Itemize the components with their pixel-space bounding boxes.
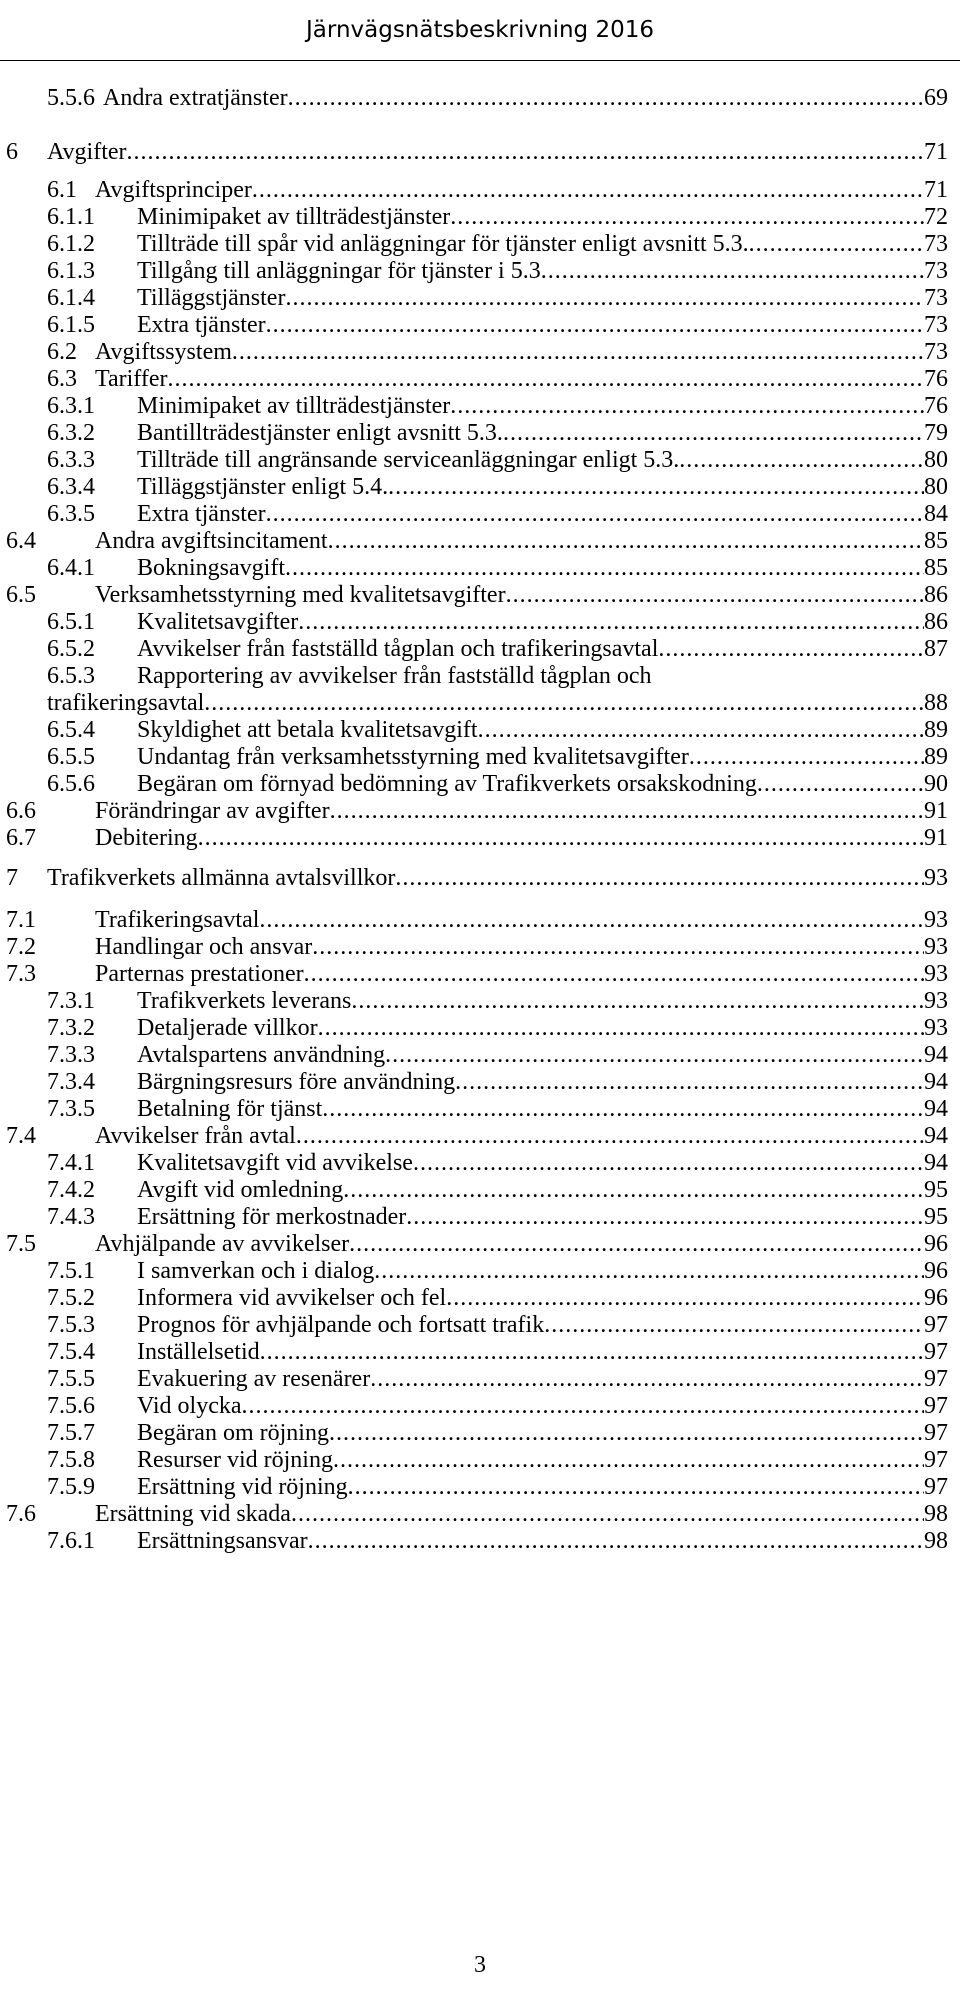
toc-dot-leader	[308, 1527, 924, 1555]
toc-entry-page: 97	[924, 1447, 948, 1473]
toc-dot-leader	[749, 230, 924, 258]
toc-entry-title: Rapportering av avvikelser från fastställd tågplan och	[137, 663, 652, 689]
toc-entry-number: 7.5.3	[47, 1312, 95, 1338]
toc-entry[interactable]	[47, 1446, 948, 1474]
toc-entry-number: 6.3.1	[47, 393, 95, 419]
toc-dot-leader	[385, 1041, 924, 1069]
toc-entry-page: 93	[924, 865, 948, 891]
toc-entry-title: Andra avgiftsincitament	[95, 528, 328, 554]
toc-entry-page: 95	[924, 1204, 948, 1230]
toc-entry-page: 84	[924, 501, 948, 527]
toc-dot-leader	[330, 797, 924, 825]
toc-dot-leader	[285, 284, 924, 312]
toc-entry-title: Informera vid avvikelser och fel	[137, 1285, 447, 1311]
toc-entry-title: Undantag från verksamhetsstyrning med kvalitetsavgifter	[137, 744, 689, 770]
toc-entry-title: Tillgång till anläggningar för tjänster i 5.3	[137, 258, 541, 284]
toc-dot-leader	[198, 824, 924, 852]
toc-entry[interactable]	[47, 662, 948, 690]
toc-entry-number: 6.5.3	[47, 663, 95, 689]
toc-entry[interactable]	[47, 338, 948, 366]
toc-dot-leader	[395, 864, 924, 892]
toc-entry[interactable]	[47, 987, 948, 1015]
toc-dot-leader	[450, 203, 924, 231]
toc-entry-page: 76	[924, 366, 948, 392]
toc-entry-number: 7.5	[6, 1231, 36, 1257]
toc-dot-leader	[266, 311, 924, 339]
toc-entry-title: Verksamhetsstyrning med kvalitetsavgifter	[95, 582, 506, 608]
toc-entry-page: 91	[924, 825, 948, 851]
toc-entry[interactable]	[47, 1176, 948, 1204]
toc-entry-page: 85	[924, 555, 948, 581]
toc-entry-page: 73	[924, 312, 948, 338]
toc-entry-title: Extra tjänster	[137, 312, 266, 338]
toc-entry-number: 7.3.1	[47, 988, 95, 1014]
toc-entry-page: 97	[924, 1474, 948, 1500]
toc-entry-title: Tilläggstjänster enligt 5.4.	[137, 474, 389, 500]
toc-entry[interactable]	[47, 554, 948, 582]
toc-dot-leader	[757, 770, 924, 798]
toc-entry[interactable]	[6, 960, 948, 988]
toc-entry-title: Avgift vid omledning	[137, 1177, 344, 1203]
toc-entry[interactable]	[47, 1473, 948, 1501]
toc-dot-leader	[413, 1149, 924, 1177]
toc-entry-number: 6.5.4	[47, 717, 95, 743]
toc-entry-number: 7.5.9	[47, 1474, 95, 1500]
toc-entry[interactable]	[6, 527, 948, 555]
toc-entry-title: Begäran om förnyad bedömning av Trafikverkets orsakskodning	[137, 771, 757, 797]
toc-entry-number: 6.5	[6, 582, 36, 608]
toc-dot-leader	[343, 1176, 924, 1204]
toc-dot-leader	[322, 1095, 924, 1123]
toc-dot-leader	[374, 1257, 924, 1285]
toc-entry-number: 7	[6, 865, 18, 891]
toc-dot-leader	[288, 84, 924, 112]
toc-dot-leader	[689, 743, 924, 771]
toc-entry-page: 97	[924, 1420, 948, 1446]
toc-dot-leader	[266, 500, 924, 528]
toc-entry-number: 7.6	[6, 1501, 36, 1527]
toc-entry-page: 97	[924, 1393, 948, 1419]
toc-dot-leader	[348, 1473, 924, 1501]
toc-entry-number: 7.3.2	[47, 1015, 95, 1041]
toc-dot-leader	[318, 1014, 924, 1042]
toc-entry[interactable]	[6, 824, 948, 852]
toc-entry-title-continuation: trafikeringsavtal	[47, 690, 205, 716]
toc-entry-page: 86	[924, 609, 948, 635]
toc-entry-title: Vid olycka	[137, 1393, 242, 1419]
toc-entry-title: Evakuering av resenärer	[137, 1366, 371, 1392]
toc-entry[interactable]	[47, 1284, 948, 1312]
toc-entry-title: Förändringar av avgifter	[95, 798, 330, 824]
toc-entry-title: Inställelsetid	[137, 1339, 260, 1365]
toc-entry[interactable]	[6, 906, 948, 934]
toc-entry-number: 6.1.5	[47, 312, 95, 338]
toc-entry-number: 6.7	[6, 825, 36, 851]
toc-entry[interactable]	[47, 500, 948, 528]
toc-dot-leader	[296, 1122, 924, 1150]
toc-entry-title: Resurser vid röjning	[137, 1447, 333, 1473]
document-title: Järnvägsnätsbeskrivning 2016	[306, 17, 654, 43]
toc-dot-leader	[351, 987, 924, 1015]
toc-entry[interactable]	[47, 284, 948, 312]
toc-entry-number: 7.3.4	[47, 1069, 95, 1095]
toc-entry[interactable]	[47, 1365, 948, 1393]
toc-entry-number: 6.1.1	[47, 204, 95, 230]
toc-entry-page: 76	[924, 393, 948, 419]
toc-entry-number: 6.3.4	[47, 474, 95, 500]
toc-entry[interactable]	[47, 1203, 948, 1231]
toc-dot-leader	[232, 338, 924, 366]
toc-entry[interactable]	[47, 1311, 948, 1339]
toc-entry[interactable]	[47, 608, 948, 636]
toc-entry-number: 7.4.2	[47, 1177, 95, 1203]
toc-entry-number: 7.5.7	[47, 1420, 95, 1446]
toc-entry-number: 7.1	[6, 907, 36, 933]
toc-entry-title: I samverkan och i dialog	[137, 1258, 375, 1284]
toc-entry-title: Ersättningsansvar	[137, 1528, 308, 1554]
toc-dot-leader	[291, 1500, 924, 1528]
toc-entry[interactable]	[47, 257, 948, 285]
toc-entry-title: Extra tjänster	[137, 501, 266, 527]
toc-entry[interactable]	[47, 1014, 948, 1042]
toc-entry-page: 98	[924, 1501, 948, 1527]
toc-entry-title: Avtalspartens användning	[137, 1042, 386, 1068]
toc-dot-leader	[333, 1446, 924, 1474]
toc-entry-number: 6.6	[6, 798, 36, 824]
toc-entry-number: 6.3.2	[47, 420, 95, 446]
toc-entry-page: 94	[924, 1150, 948, 1176]
toc-entry-page: 98	[924, 1528, 948, 1554]
toc-entry-page: 71	[924, 139, 948, 165]
toc-entry[interactable]	[47, 1338, 948, 1366]
toc-entry[interactable]	[47, 1392, 948, 1420]
toc-entry-number: 6.2	[47, 339, 77, 365]
toc-entry-number: 6.4	[6, 528, 36, 554]
toc-entry[interactable]	[47, 84, 948, 112]
toc-entry-title: Trafikverkets allmänna avtalsvillkor	[47, 865, 396, 891]
toc-entry-page: 91	[924, 798, 948, 824]
toc-entry-page: 93	[924, 934, 948, 960]
toc-entry[interactable]	[47, 176, 948, 204]
page-number: 3	[474, 1952, 486, 1978]
toc-entry[interactable]	[47, 365, 948, 393]
toc-dot-leader	[679, 446, 924, 474]
toc-entry-page: 86	[924, 582, 948, 608]
toc-entry-page: 87	[924, 636, 948, 662]
toc-entry-title: Handlingar och ansvar	[95, 934, 313, 960]
toc-dot-leader	[455, 1068, 924, 1096]
toc-entry-number: 7.5.4	[47, 1339, 95, 1365]
toc-entry-page: 80	[924, 474, 948, 500]
toc-entry-title: Tillträde till angränsande serviceanläggningar enligt 5.3.	[137, 447, 680, 473]
toc-entry-number: 7.5.5	[47, 1366, 95, 1392]
toc-entry-number: 7.3	[6, 961, 36, 987]
toc-entry[interactable]	[47, 770, 948, 798]
toc-entry-title: Begäran om röjning	[137, 1420, 329, 1446]
toc-dot-leader	[450, 392, 924, 420]
toc-entry-title: Trafikverkets leverans	[137, 988, 352, 1014]
toc-entry-number: 6.5.6	[47, 771, 95, 797]
toc-entry-page: 93	[924, 907, 948, 933]
toc-dot-leader	[478, 716, 924, 744]
toc-entry-page: 96	[924, 1231, 948, 1257]
toc-entry[interactable]	[47, 716, 948, 744]
toc-entry[interactable]	[47, 473, 948, 501]
toc-entry-number: 7.5.6	[47, 1393, 95, 1419]
toc-entry[interactable]	[47, 1068, 948, 1096]
toc-entry-title: Betalning för tjänst	[137, 1096, 323, 1122]
toc-entry-continuation[interactable]	[47, 689, 948, 717]
toc-entry-title: Avgiftssystem	[95, 339, 232, 365]
toc-entry-title: Bärgningsresurs före användning	[137, 1069, 456, 1095]
toc-entry-number: 7.5.8	[47, 1447, 95, 1473]
toc-entry-number: 6.1.2	[47, 231, 95, 257]
toc-entry[interactable]	[6, 138, 948, 166]
toc-entry-page: 97	[924, 1366, 948, 1392]
toc-entry-number: 7.5.2	[47, 1285, 95, 1311]
toc-entry-title: Debitering	[95, 825, 198, 851]
toc-entry-page: 73	[924, 285, 948, 311]
toc-entry-page: 94	[924, 1069, 948, 1095]
toc-dot-leader	[370, 1365, 924, 1393]
toc-entry-number: 6.1	[47, 177, 77, 203]
toc-entry-number: 6.5.1	[47, 609, 95, 635]
toc-dot-leader	[406, 1203, 924, 1231]
toc-entry-number: 7.3.3	[47, 1042, 95, 1068]
toc-entry-number: 7.4.1	[47, 1150, 95, 1176]
toc-entry-number: 6.3	[47, 366, 77, 392]
toc-entry[interactable]	[47, 1149, 948, 1177]
toc-entry[interactable]	[47, 1527, 948, 1555]
toc-entry[interactable]	[6, 581, 948, 609]
toc-entry-number: 6.3.5	[47, 501, 95, 527]
toc-entry[interactable]	[6, 864, 948, 892]
toc-entry-title: Tillträde till spår vid anläggningar för tjänster enligt avsnitt 5.3.	[137, 231, 749, 257]
toc-entry-title: Skyldighet att betala kvalitetsavgift	[137, 717, 478, 743]
toc-entry-title: Prognos för avhjälpande och fortsatt trafik	[137, 1312, 545, 1338]
toc-dot-leader	[388, 473, 924, 501]
toc-entry-number: 7.4.3	[47, 1204, 95, 1230]
toc-dot-leader	[349, 1230, 924, 1258]
toc-entry-title: Bokningsavgift	[137, 555, 285, 581]
toc-entry-number: 7.4	[6, 1123, 36, 1149]
toc-entry-page: 72	[924, 204, 948, 230]
toc-dot-leader	[506, 581, 924, 609]
toc-entry-title: Trafikeringsavtal	[95, 907, 260, 933]
toc-entry-title: Avvikelser från avtal	[95, 1123, 296, 1149]
toc-entry-page: 90	[924, 771, 948, 797]
toc-dot-leader	[503, 419, 924, 447]
toc-entry-title: Bantillträdestjänster enligt avsnitt 5.3.	[137, 420, 503, 446]
toc-entry[interactable]	[6, 1122, 948, 1150]
toc-entry-page: 89	[924, 717, 948, 743]
toc-entry-page: 85	[924, 528, 948, 554]
toc-entry-page: 96	[924, 1258, 948, 1284]
toc-entry-number: 7.5.1	[47, 1258, 95, 1284]
toc-entry-number: 7.2	[6, 934, 36, 960]
toc-entry-title: Detaljerade villkor	[137, 1015, 318, 1041]
toc-entry-title: Avgiftsprinciper	[95, 177, 252, 203]
toc-entry-page: 94	[924, 1042, 948, 1068]
toc-entry-title: Parternas prestationer	[95, 961, 304, 987]
toc-entry-title: Tilläggstjänster	[137, 285, 286, 311]
toc-dot-leader	[204, 689, 924, 717]
toc-entry-title: Avhjälpande av avvikelser	[95, 1231, 350, 1257]
toc-entry-title: Ersättning vid skada	[95, 1501, 291, 1527]
toc-dot-leader	[544, 1311, 924, 1339]
toc-entry-page: 69	[924, 85, 948, 111]
toc-entry-page: 97	[924, 1339, 948, 1365]
toc-entry-title: Tariffer	[95, 366, 168, 392]
toc-entry-page: 97	[924, 1312, 948, 1338]
toc-dot-leader	[658, 635, 924, 663]
toc-entry-title: Minimipaket av tillträdestjänster	[137, 393, 451, 419]
toc-entry[interactable]	[47, 446, 948, 474]
toc-entry-page: 94	[924, 1123, 948, 1149]
toc-entry-page: 95	[924, 1177, 948, 1203]
toc-dot-leader	[285, 554, 924, 582]
toc-entry-page: 71	[924, 177, 948, 203]
toc-dot-leader	[329, 1419, 924, 1447]
toc-entry[interactable]	[6, 1230, 948, 1258]
toc-entry-number: 6.1.4	[47, 285, 95, 311]
toc-entry[interactable]	[47, 1095, 948, 1123]
toc-entry-page: 94	[924, 1096, 948, 1122]
toc-entry-number: 6.5.5	[47, 744, 95, 770]
toc-entry[interactable]	[47, 311, 948, 339]
toc-entry[interactable]	[47, 419, 948, 447]
toc-entry-page: 96	[924, 1285, 948, 1311]
toc-entry-number: 6.1.3	[47, 258, 95, 284]
toc-entry-title: Avgifter	[47, 139, 127, 165]
toc-dot-leader	[446, 1284, 924, 1312]
toc-entry-page: 88	[924, 690, 948, 716]
toc-entry-number: 6.3.3	[47, 447, 95, 473]
toc-entry-title: Kvalitetsavgift vid avvikelse	[137, 1150, 413, 1176]
toc-dot-leader	[312, 933, 924, 961]
toc-entry[interactable]	[47, 392, 948, 420]
toc-entry-title: Avvikelser från fastställd tågplan och trafikeringsavtal	[137, 636, 659, 662]
toc-entry[interactable]	[47, 1419, 948, 1447]
toc-dot-leader	[252, 176, 924, 204]
toc-entry[interactable]	[47, 743, 948, 771]
toc-entry-page: 93	[924, 988, 948, 1014]
toc-dot-leader	[304, 960, 924, 988]
toc-entry-page: 73	[924, 339, 948, 365]
toc-dot-leader	[328, 527, 924, 555]
toc-entry-number: 6.4.1	[47, 555, 95, 581]
toc-entry[interactable]	[6, 933, 948, 961]
toc-dot-leader	[541, 257, 924, 285]
toc-entry-title: Ersättning vid röjning	[137, 1474, 348, 1500]
toc-dot-leader	[127, 138, 924, 166]
toc-entry[interactable]	[6, 1500, 948, 1528]
toc-entry-page: 80	[924, 447, 948, 473]
toc-entry-title: Ersättning för merkostnader	[137, 1204, 407, 1230]
toc-entry-number: 5.5.6	[47, 85, 95, 111]
toc-dot-leader	[260, 1338, 924, 1366]
toc-entry[interactable]	[47, 1041, 948, 1069]
toc-entry-number: 7.6.1	[47, 1528, 95, 1554]
toc-entry[interactable]	[47, 203, 948, 231]
toc-dot-leader	[259, 906, 924, 934]
toc-entry-title: Minimipaket av tillträdestjänster	[137, 204, 451, 230]
toc-entry-page: 79	[924, 420, 948, 446]
toc-entry-number: 7.3.5	[47, 1096, 95, 1122]
toc-dot-leader	[242, 1392, 924, 1420]
toc-entry-page: 73	[924, 258, 948, 284]
toc-entry-title: Kvalitetsavgifter	[137, 609, 299, 635]
toc-entry[interactable]	[47, 1257, 948, 1285]
toc-dot-leader	[298, 608, 924, 636]
toc-entry-title: Andra extratjänster	[103, 85, 288, 111]
toc-entry[interactable]	[6, 797, 948, 825]
toc-entry[interactable]	[47, 230, 948, 258]
toc-entry-number: 6.5.2	[47, 636, 95, 662]
toc-entry-page: 93	[924, 1015, 948, 1041]
toc-dot-leader	[168, 365, 925, 393]
toc-entry-page: 89	[924, 744, 948, 770]
toc-entry-page: 93	[924, 961, 948, 987]
toc-entry[interactable]	[47, 635, 948, 663]
toc-entry-number: 6	[6, 139, 18, 165]
toc-entry-page: 73	[924, 231, 948, 257]
